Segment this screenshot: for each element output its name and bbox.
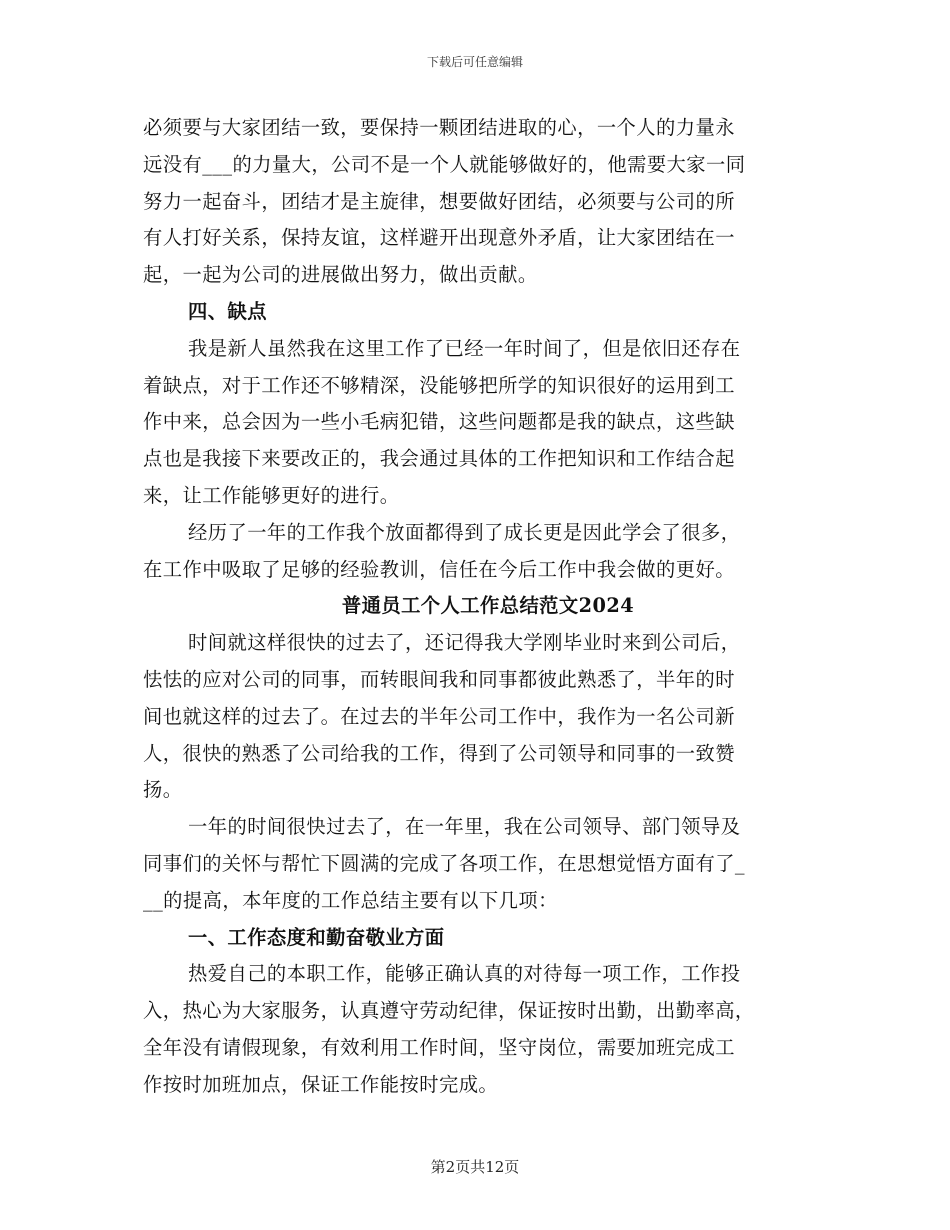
paragraph-line: 入，热心为大家服务，认真遵守劳动纪律，保证按时出勤，出勤率高， xyxy=(143,999,755,1023)
paragraph-line: 人，很快的熟悉了公司给我的工作，得到了公司领导和同事的一致赞 xyxy=(143,741,735,765)
paragraph-line: 我是新人虽然我在这里工作了已经一年时间了，但是依旧还存在 xyxy=(188,336,741,360)
section-heading: 四、缺点 xyxy=(188,299,267,323)
paragraph-line: 怯怯的应对公司的同事，而转眼间我和同事都彼此熟悉了，半年的时 xyxy=(143,667,735,691)
paragraph-line: 作中来，总会因为一些小毛病犯错，这些问题都是我的缺点，这些缺 xyxy=(143,410,735,434)
paragraph-line: 着缺点，对于工作还不够精深，没能够把所学的知识很好的运用到工 xyxy=(143,373,735,397)
paragraph-line: __的提高，本年度的工作总结主要有以下几项： xyxy=(143,888,558,912)
download-note: 下载后可任意编辑 xyxy=(426,55,523,69)
paragraph-line: 在工作中吸取了足够的经验教训，信任在今后工作中我会做的更好。 xyxy=(143,557,735,581)
document-body xyxy=(143,113,815,1107)
section-heading: 一、工作态度和勤奋敬业方面 xyxy=(188,925,445,949)
paragraph-line: 热爱自己的本职工作，能够正确认真的对待每一项工作，工作投 xyxy=(188,962,741,986)
paragraph-line: 一年的时间很快过去了，在一年里，我在公司领导、部门领导及 xyxy=(188,815,741,839)
paragraph-line: 有人打好关系，保持友谊，这样避开出现意外矛盾，让大家团结在一 xyxy=(143,226,735,250)
paragraph-line: 扬。 xyxy=(143,778,183,802)
paragraph-line: 间也就这样的过去了。在过去的半年公司工作中，我作为一名公司新 xyxy=(143,704,735,728)
paragraph-line: 来，让工作能够更好的进行。 xyxy=(143,483,400,507)
paragraph-line: 作按时加班加点，保证工作能按时完成。 xyxy=(143,1072,499,1096)
paragraph-line: 全年没有请假现象，有效利用工作时间，坚守岗位，需要加班完成工 xyxy=(143,1035,735,1059)
paragraph-line: 同事们的关怀与帮忙下圆满的完成了各项工作，在思想觉悟方面有了_ xyxy=(143,851,746,875)
paragraph-line: 起，一起为公司的进展做出努力，做出贡献。 xyxy=(143,263,538,287)
paragraph-line: 时间就这样很快的过去了，还记得我大学刚毕业时来到公司后， xyxy=(188,631,741,655)
paragraph-line: 经历了一年的工作我个放面都得到了成长更是因此学会了很多， xyxy=(188,520,741,544)
paragraph-line: 点也是我接下来要改正的，我会通过具体的工作把知识和工作结合起 xyxy=(143,447,735,471)
document-title: 普通员工个人工作总结范文2024 xyxy=(341,594,635,618)
paragraph-line: 远没有___的力量大，公司不是一个人就能够做好的，他需要大家一同 xyxy=(143,152,746,176)
paragraph-line: 必须要与大家团结一致，要保持一颗团结进取的心，一个人的力量永 xyxy=(143,116,735,139)
page-number: 第2页共12页 xyxy=(430,1158,520,1176)
paragraph-line: 努力一起奋斗，团结才是主旋律，想要做好团结，必须要与公司的所 xyxy=(143,189,735,213)
